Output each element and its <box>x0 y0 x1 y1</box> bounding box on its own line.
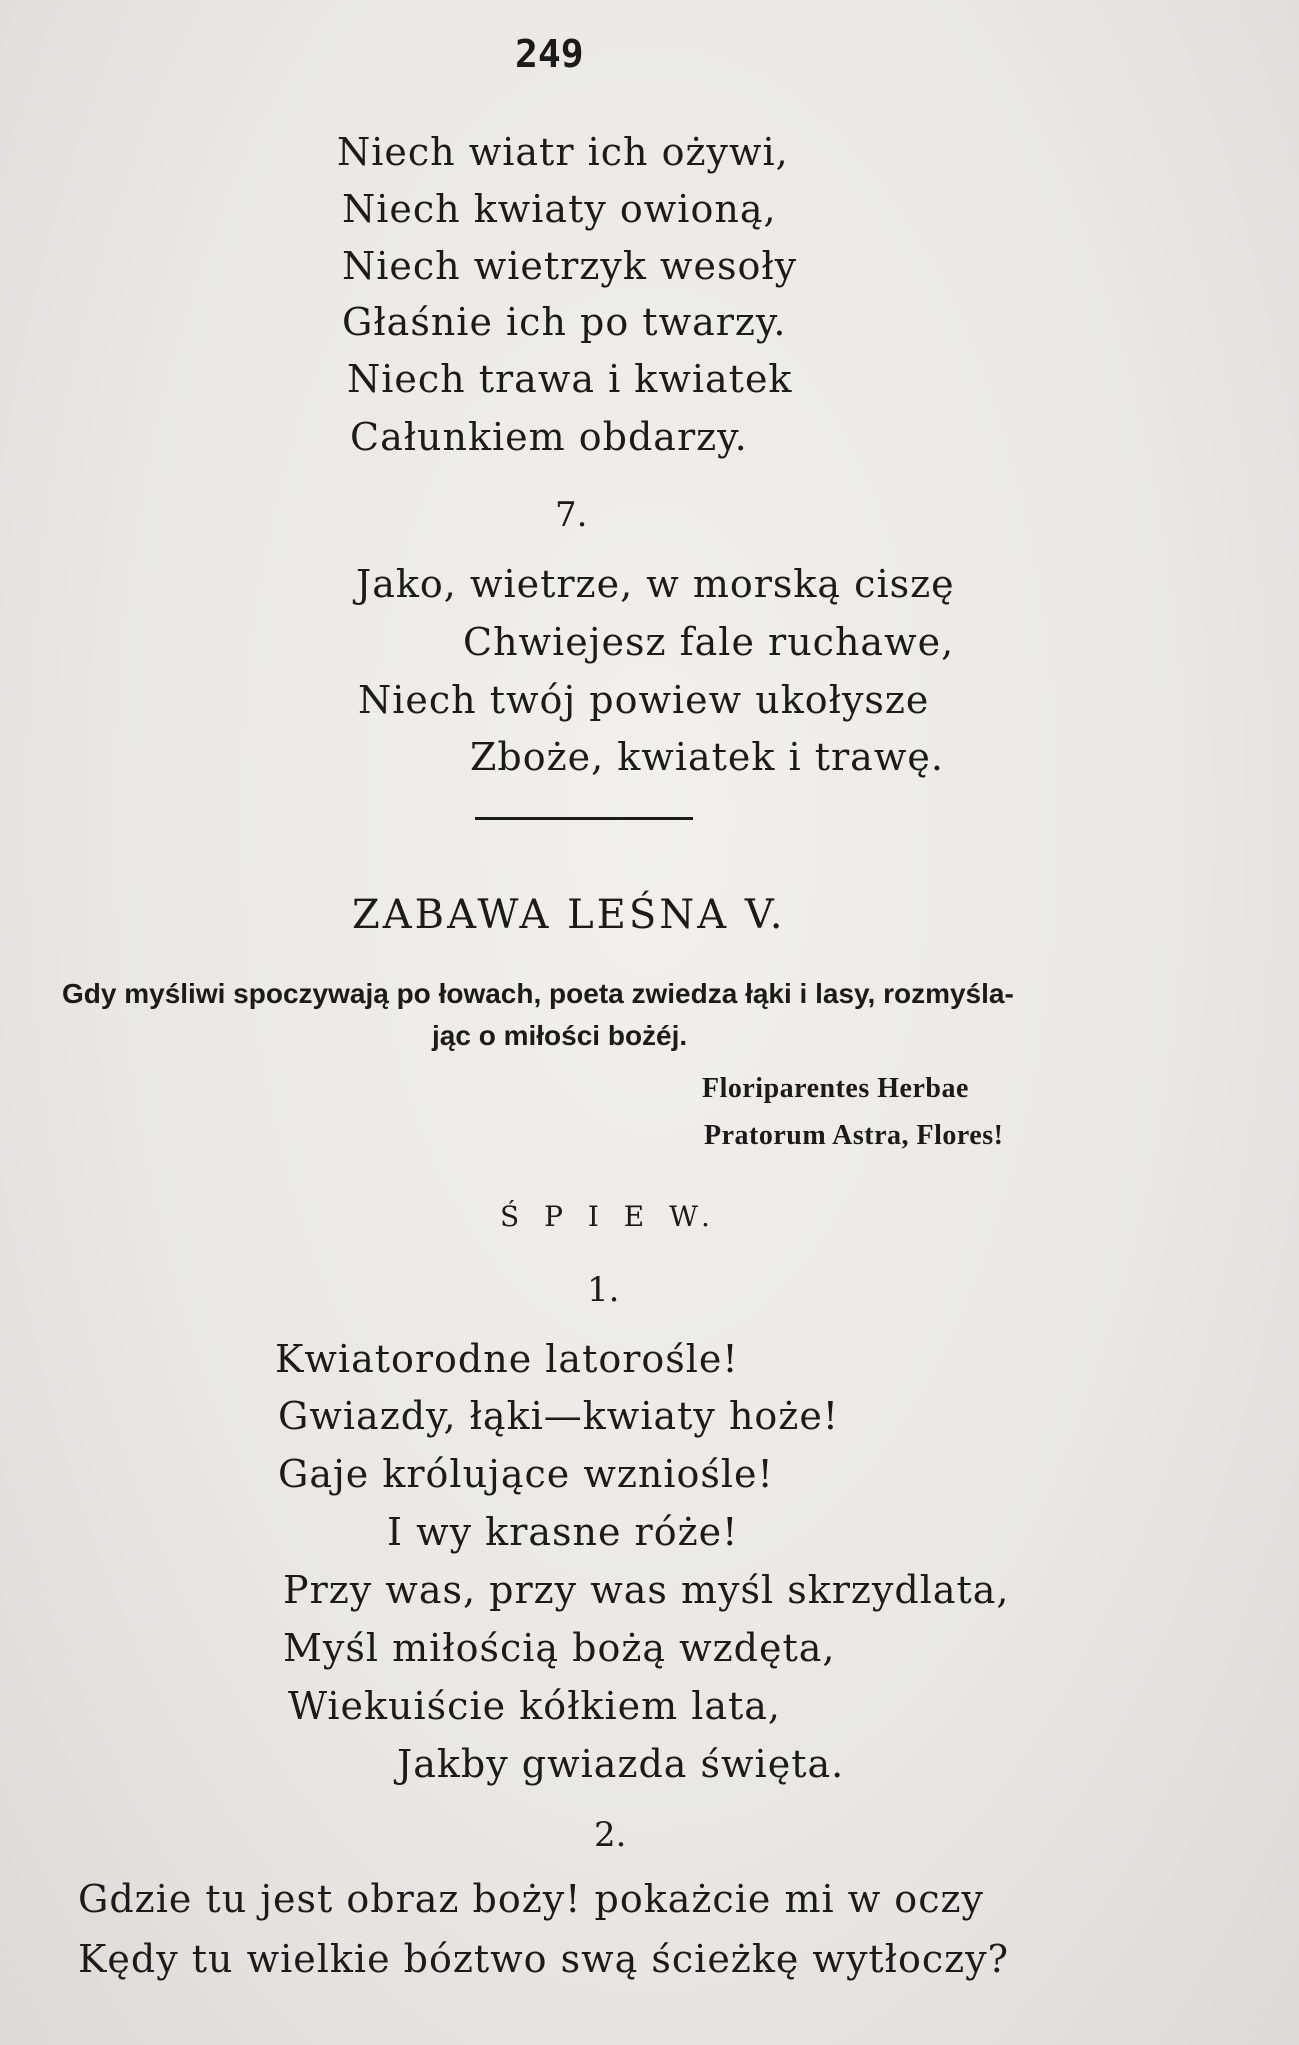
song-stanza1-line-1: Kwiatorodne latorośle! <box>275 1337 739 1381</box>
stanza7-line-4: Zboże, kwiatek i trawę. <box>470 735 944 779</box>
song-stanza2-line-1: Gdzie tu jest obraz boży! pokażcie mi w oczy <box>78 1877 984 1921</box>
stanza7-line-2: Chwiejesz fale ruchawe, <box>463 620 955 664</box>
stanza6-line-6: Całunkiem obdarzy. <box>350 415 748 459</box>
stanza7-number: 7. <box>555 495 588 535</box>
song-stanza1-line-2: Gwiazdy, łąki—kwiaty hoże! <box>278 1394 840 1438</box>
song-label: Ś P I E W. <box>500 1200 718 1233</box>
stanza7-line-1: Jako, wietrze, w morską ciszę <box>356 562 955 606</box>
song-stanza1-line-7: Wiekuiście kółkiem lata, <box>288 1684 782 1728</box>
stanza6-line-4: Głaśnie ich po twarzy. <box>342 300 787 344</box>
stanza6-line-1: Niech wiatr ich ożywi, <box>337 130 789 174</box>
song-stanza1-line-5: Przy was, przy was myśl skrzydlata, <box>283 1568 1010 1612</box>
stanza7-line-3: Niech twój powiew ukołysze <box>358 678 930 722</box>
section-subtitle-line-1: Gdy myśliwi spoczywają po łowach, poeta zwiedza łąki i lasy, rozmyśla- <box>62 978 1014 1009</box>
section-title: ZABAWA LEŚNA V. <box>352 892 786 938</box>
motto-line-1: Floriparentes Herbae <box>702 1073 969 1104</box>
stanza6-line-2: Niech kwiaty owioną, <box>342 187 777 231</box>
song-stanza1-number: 1. <box>587 1270 620 1310</box>
stanza6-line-5: Niech trawa i kwiatek <box>347 357 793 401</box>
song-stanza2-line-2: Kędy tu wielkie bóztwo swą ścieżkę wytłoczy? <box>78 1937 1010 1981</box>
song-stanza1-line-3: Gaje królujące wzniośle! <box>278 1452 774 1496</box>
motto-line-2: Pratorum Astra, Flores! <box>704 1120 1004 1151</box>
song-stanza2-number: 2. <box>594 1815 627 1855</box>
song-stanza1-line-4: I wy krasne róże! <box>387 1510 739 1554</box>
section-divider <box>475 817 693 820</box>
section-subtitle-line-2: jąc o miłości bożéj. <box>432 1020 688 1051</box>
song-stanza1-line-6: Myśl miłością bożą wzdęta, <box>283 1626 836 1670</box>
page-number: 249 <box>515 32 584 76</box>
song-stanza1-line-8: Jakby gwiazda święta. <box>397 1742 845 1786</box>
stanza6-line-3: Niech wietrzyk wesoły <box>342 244 798 288</box>
